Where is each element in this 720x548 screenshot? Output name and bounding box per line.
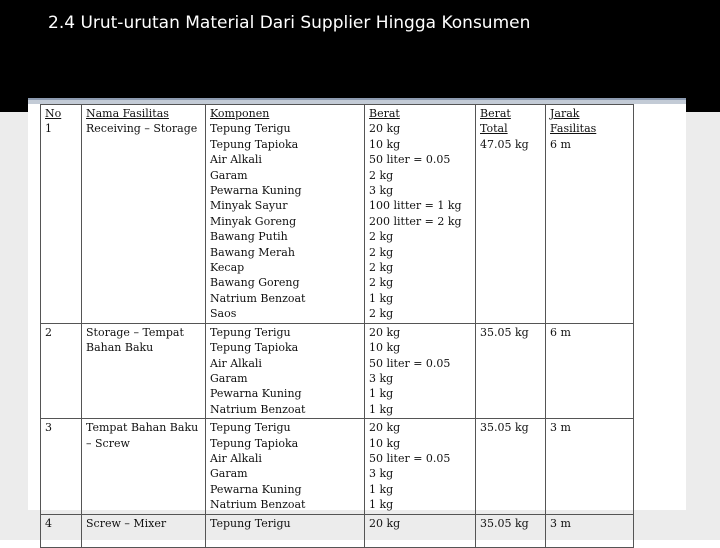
component-name: Air Alkali [210, 451, 262, 465]
component-name: Air Alkali [210, 153, 262, 167]
component-name: Tepung Terigu [210, 122, 291, 136]
weight-value: 20 kg [369, 122, 401, 136]
component-name: Saos [210, 307, 237, 321]
component-name: Garam [210, 168, 248, 182]
weight-value: 2 kg [369, 276, 394, 290]
component-name: Tepung Tapioka [210, 137, 299, 151]
table-cell-no [41, 105, 82, 324]
row-facility: Receiving – Storage [86, 122, 198, 136]
table-cell-components [206, 419, 365, 514]
table-cell-facility [82, 323, 206, 418]
component-name: Tepung Terigu [210, 421, 291, 435]
row-facility: Tempat Bahan Baku – Screw [86, 421, 199, 450]
header-no: No [45, 107, 62, 120]
table-row [41, 514, 634, 547]
component-name: Garam [210, 467, 248, 481]
component-name: Pewarna Kuning [210, 184, 302, 198]
row-distance: 6 m [550, 137, 571, 151]
table-row [41, 323, 634, 418]
weight-value: 3 kg [369, 371, 394, 385]
weight-value: 2 kg [369, 168, 394, 182]
table-cell-components [206, 105, 365, 324]
weight-value: 50 liter = 0.05 [369, 356, 451, 370]
table-cell-weights [365, 323, 476, 418]
weight-value: 20 kg [369, 516, 401, 530]
table-body [41, 105, 634, 548]
component-name: Bawang Merah [210, 245, 295, 259]
table-row [41, 105, 634, 324]
table-cell-facility [82, 514, 206, 547]
table-cell-facility [82, 419, 206, 514]
row-no: 4 [45, 516, 52, 530]
weight-value: 10 kg [369, 436, 401, 450]
component-name: Bawang Putih [210, 230, 288, 244]
table-cell-total-weight [476, 514, 546, 547]
weight-value: 100 litter = 1 kg [369, 199, 462, 213]
weight-value: 2 kg [369, 245, 394, 259]
slide-right-margin [686, 112, 720, 540]
table-cell-total-weight [476, 323, 546, 418]
weight-value: 1 kg [369, 498, 394, 512]
weight-value: 1 kg [369, 482, 394, 496]
component-name: Tepung Terigu [210, 325, 291, 339]
component-name: Kecap [210, 261, 245, 275]
table-cell-facility [82, 105, 206, 324]
table-cell-total-weight [476, 419, 546, 514]
component-name: Tepung Terigu [210, 516, 291, 530]
row-distance: 3 m [550, 516, 571, 530]
weight-value: 50 liter = 0.05 [369, 153, 451, 167]
row-facility: Screw – Mixer [86, 516, 167, 530]
header-total-weight: Berat Total [480, 107, 511, 136]
component-name: Natrium Benzoat [210, 402, 306, 416]
header-facility: Nama Fasilitas [86, 107, 169, 120]
component-name: Air Alkali [210, 356, 262, 370]
weight-value: 20 kg [369, 421, 401, 435]
weight-value: 2 kg [369, 230, 394, 244]
slide-left-margin [0, 112, 28, 540]
row-no: 2 [45, 325, 52, 339]
weight-value: 3 kg [369, 467, 394, 481]
table-cell-components [206, 514, 365, 547]
header-weight: Berat [369, 107, 400, 120]
component-name: Tepung Tapioka [210, 436, 299, 450]
table-cell-distance [546, 419, 634, 514]
component-name: Minyak Goreng [210, 214, 297, 228]
row-total-weight: 35.05 kg [480, 421, 529, 435]
component-name: Natrium Benzoat [210, 498, 306, 512]
table-cell-components [206, 323, 365, 418]
table-cell-no [41, 419, 82, 514]
weight-value: 1 kg [369, 402, 394, 416]
weight-value: 2 kg [369, 261, 394, 275]
component-name: Minyak Sayur [210, 199, 288, 213]
table-cell-weights [365, 514, 476, 547]
row-distance: 3 m [550, 421, 571, 435]
table-row [41, 419, 634, 514]
weight-value: 10 kg [369, 137, 401, 151]
table-cell-weights [365, 105, 476, 324]
row-no: 1 [45, 122, 52, 136]
component-name: Garam [210, 371, 248, 385]
weight-value: 2 kg [369, 307, 394, 321]
weight-value: 20 kg [369, 325, 401, 339]
weight-value: 10 kg [369, 341, 401, 355]
weight-value: 1 kg [369, 291, 394, 305]
document-page [28, 104, 686, 530]
row-distance: 6 m [550, 325, 571, 339]
material-flow-table [40, 104, 634, 548]
component-name: Tepung Tapioka [210, 341, 299, 355]
slide-title: 2.4 Urut-urutan Material Dari Supplier Hingga Konsumen [48, 13, 531, 33]
row-no: 3 [45, 421, 52, 435]
component-name: Pewarna Kuning [210, 482, 302, 496]
row-total-weight: 35.05 kg [480, 516, 529, 530]
row-total-weight: 47.05 kg [480, 137, 529, 151]
table-cell-weights [365, 419, 476, 514]
table-cell-distance [546, 514, 634, 547]
component-name: Pewarna Kuning [210, 387, 302, 401]
table-cell-no [41, 514, 82, 547]
table-cell-distance [546, 105, 634, 324]
row-facility: Storage – Tempat Bahan Baku [86, 325, 184, 355]
table-cell-total-weight [476, 105, 546, 324]
header-distance: Jarak Fasilitas [550, 107, 597, 136]
table-cell-distance [546, 323, 634, 418]
weight-value: 50 liter = 0.05 [369, 451, 451, 465]
weight-value: 3 kg [369, 184, 394, 198]
weight-value: 200 litter = 2 kg [369, 214, 462, 228]
row-total-weight: 35.05 kg [480, 325, 529, 339]
weight-value: 1 kg [369, 387, 394, 401]
component-name: Natrium Benzoat [210, 291, 306, 305]
component-name: Bawang Goreng [210, 276, 300, 290]
header-component: Komponen [210, 107, 270, 120]
table-cell-no [41, 323, 82, 418]
